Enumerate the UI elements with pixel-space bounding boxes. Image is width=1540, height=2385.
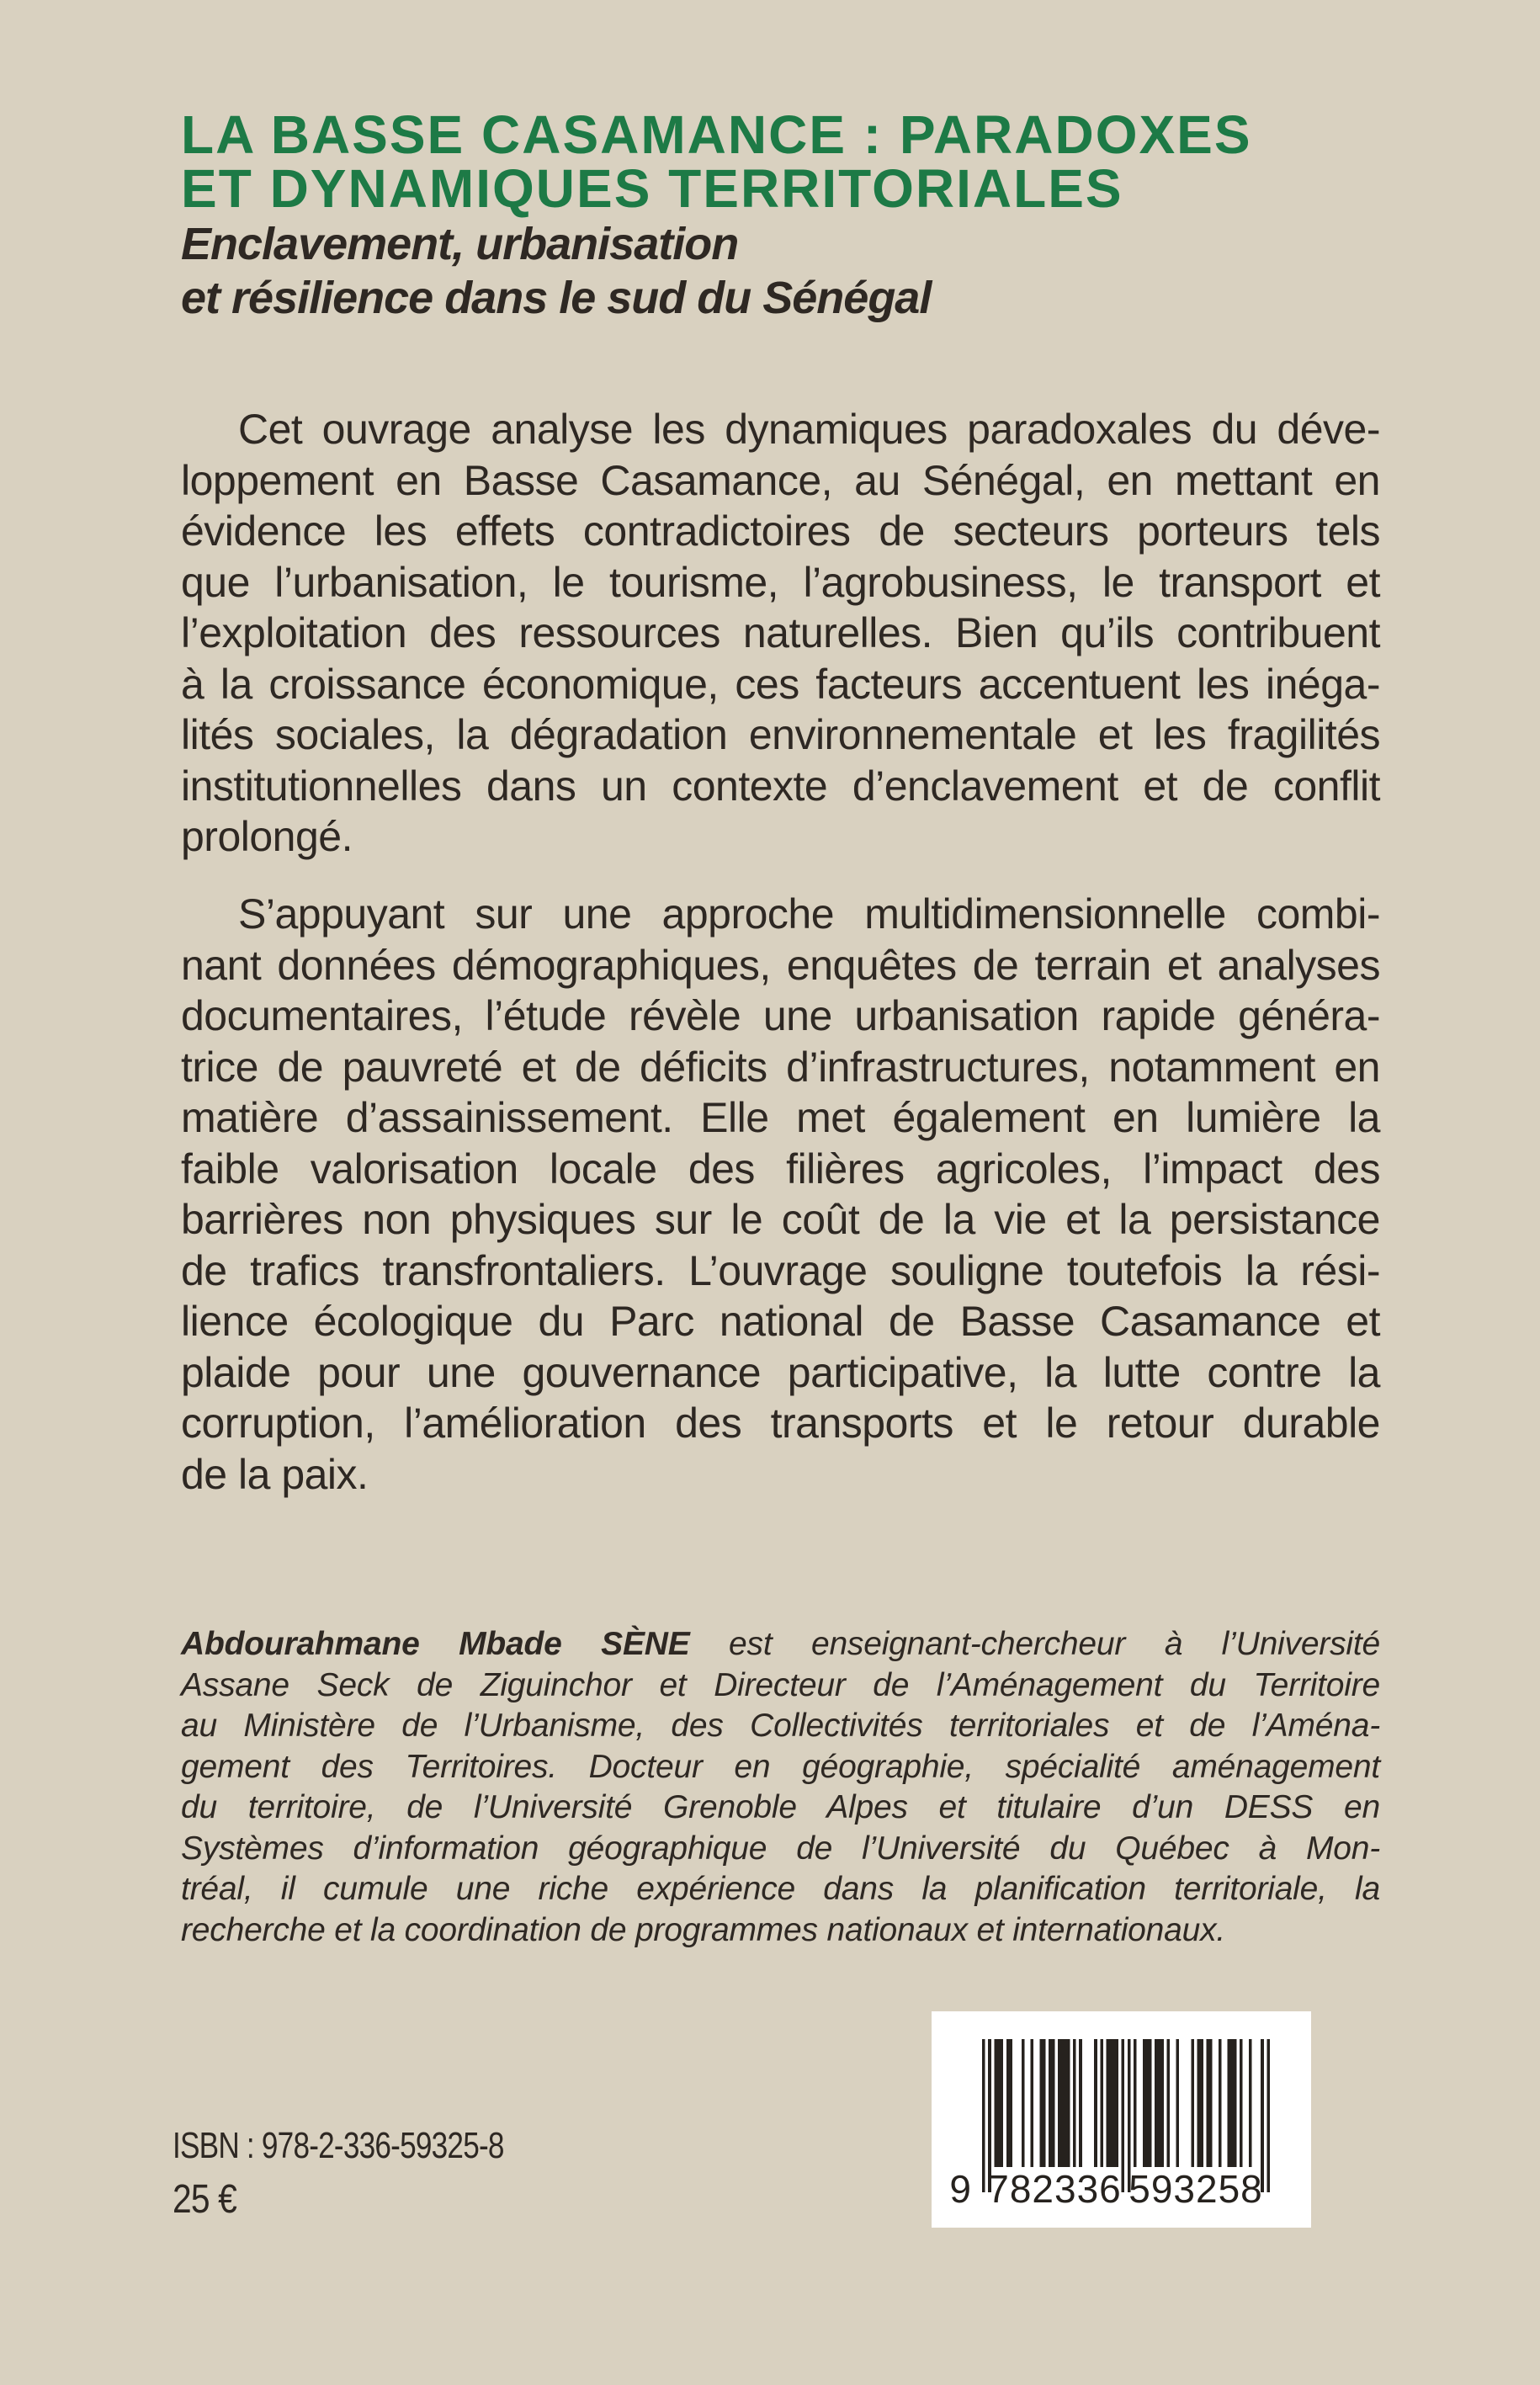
text-line: Systèmes d’information géographique de l’Université du Québec à Mon- bbox=[181, 1830, 1380, 1867]
ean13-barcode bbox=[932, 2011, 1311, 2228]
text-line: ET DYNAMIQUES TERRITORIALES bbox=[181, 158, 1123, 219]
text-line: recherche et la coordination de programmes nationaux et internationaux. bbox=[181, 1911, 1226, 1948]
text-line: de trafics transfrontaliers. L’ouvrage souligne toutefois la rési- bbox=[181, 1246, 1380, 1294]
text-line: faible valorisation locale des filières agricoles, l’impact des bbox=[181, 1145, 1380, 1192]
text-line: que l’urbanisation, le tourisme, l’agrobusiness, le transport et bbox=[181, 558, 1380, 606]
text-line: matière d’assainissement. Elle met également en lumière la bbox=[181, 1094, 1380, 1141]
text-line: LA BASSE CASAMANCE : PARADOXES bbox=[181, 104, 1252, 165]
text-line: S’appuyant sur une approche multidimensionnelle combi- bbox=[238, 890, 1380, 938]
text-line: barrières non physiques sur le coût de la vie et la persistance bbox=[181, 1196, 1380, 1243]
text-line: du territoire, de l’Université Grenoble Alpes et titulaire d’un DESS en bbox=[181, 1789, 1380, 1825]
text-line: loppement en Basse Casamance, au Sénégal, en mettant en bbox=[181, 456, 1380, 504]
text-line: plaide pour une gouvernance participative, la lutte contre la bbox=[181, 1348, 1380, 1396]
text-line: tréal, il cumule une riche expérience dans la planification territoriale, la bbox=[181, 1871, 1380, 1907]
author-bio bbox=[181, 1624, 1380, 1951]
price-text: 25 € bbox=[173, 2177, 237, 2222]
text-line: Assane Seck de Ziguinchor et Directeur de l’Aménagement du Territoire bbox=[181, 1666, 1380, 1703]
synopsis-paragraph-1 bbox=[181, 404, 1380, 863]
text-line: et résilience dans le sud du Sénégal bbox=[181, 273, 932, 323]
text-line: institutionnelles dans un contexte d’enclavement et de conflit bbox=[181, 762, 1380, 810]
text-line: trice de pauvreté et de déficits d’infrastructures, notamment en bbox=[181, 1043, 1380, 1091]
text-line: prolongé. bbox=[181, 813, 353, 860]
text-line: l’exploitation des ressources naturelles. Bien qu’ils contribuent bbox=[181, 609, 1380, 656]
book-title bbox=[181, 104, 1384, 219]
text-line: de la paix. bbox=[181, 1450, 369, 1498]
bio-lines bbox=[181, 1665, 1380, 1952]
book-subtitle bbox=[181, 217, 1384, 325]
isbn-text: ISBN : 978-2-336-59325-8 bbox=[173, 2125, 504, 2166]
text-line: lience écologique du Parc national de Basse Casamance et bbox=[181, 1298, 1380, 1345]
text-line: à la croissance économique, ces facteurs accentuent les inéga- bbox=[181, 660, 1380, 708]
text-line: Enclavement, urbanisation bbox=[181, 219, 739, 269]
barcode-digit-group: 9 bbox=[949, 2167, 972, 2211]
barcode-digit-group: 782336 bbox=[987, 2167, 1122, 2211]
text-line: gement des Territoires. Docteur en géographie, spécialité aménagement bbox=[181, 1748, 1380, 1785]
bio-first-line bbox=[181, 1624, 1380, 1665]
synopsis-paragraph-2 bbox=[181, 889, 1380, 1500]
text-line: corruption, l’amélioration des transports et le retour durable bbox=[181, 1400, 1380, 1447]
barcode-digit-group: 593258 bbox=[1128, 2167, 1263, 2211]
text-line: évidence les effets contradictoires de secteurs porteurs tels bbox=[181, 507, 1380, 555]
text-line: lités sociales, la dégradation environnementale et les fragilités bbox=[181, 711, 1380, 758]
text-line: au Ministère de l’Urbanisme, des Collectivités territoriales et de l’Aména- bbox=[181, 1708, 1380, 1744]
author-name: Abdourahmane Mbade SÈNE bbox=[181, 1626, 690, 1662]
text-line: Cet ouvrage analyse les dynamiques paradoxales du déve- bbox=[238, 406, 1380, 453]
text-line: nant données démographiques, enquêtes de terrain et analyses bbox=[181, 941, 1380, 989]
bio-first-line-text: est enseignant-chercheur à l’Université bbox=[729, 1626, 1380, 1662]
text-line: documentaires, l’étude révèle une urbanisation rapide généra- bbox=[181, 992, 1380, 1039]
